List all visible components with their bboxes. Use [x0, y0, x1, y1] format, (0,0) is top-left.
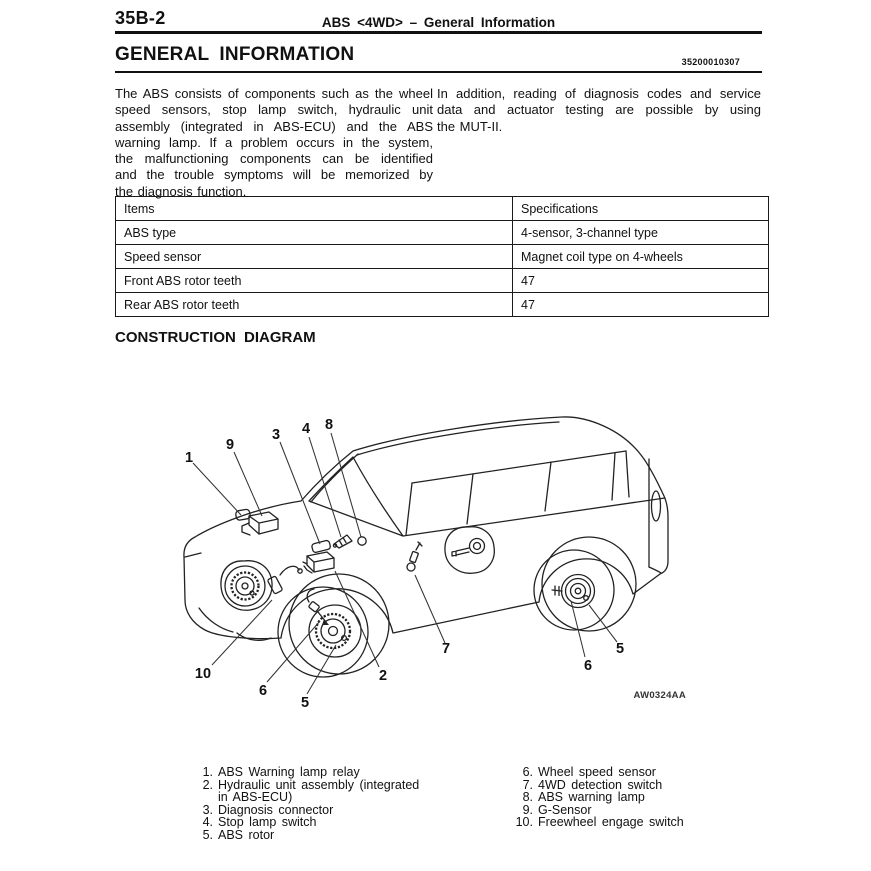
spec-header-items: Items — [116, 197, 513, 221]
text-line: In addition, reading of diagnosis codes and service — [437, 86, 761, 101]
legend-text: Stop lamp switch — [218, 815, 317, 829]
legend-number: 7. — [522, 777, 533, 792]
figure-code: AW0324AA — [633, 690, 686, 701]
callout-label-1: 1 — [184, 450, 194, 466]
legend-number: 10. — [515, 815, 533, 829]
legend-text: Diagnosis connector — [218, 802, 334, 817]
legend-number: 2. — [202, 777, 213, 792]
callout-label-2: 2 — [378, 668, 388, 684]
freewheel-engage-switch-glyph — [267, 566, 302, 594]
table-row — [116, 245, 769, 269]
spec-cell-item: Front ABS rotor teeth — [116, 269, 513, 293]
table-row — [116, 293, 769, 317]
legend-list-right — [505, 766, 708, 829]
text-line: and the trouble symptoms will be memorized by — [115, 167, 433, 183]
spec-cell-item: ABS type — [116, 221, 513, 245]
legend-text: ABS warning lamp — [538, 790, 645, 804]
callout-label-6-rear: 6 — [583, 658, 593, 674]
doc-number: 35200010307 — [681, 57, 740, 67]
legend-item — [191, 779, 420, 804]
callout-label-7: 7 — [441, 641, 451, 657]
callout-label-5-front: 5 — [300, 695, 310, 711]
legend-text: Hydraulic unit assembly (integrated in ABS-ECU) — [218, 777, 420, 804]
text-line: The ABS consists of components such as the wheel — [115, 86, 433, 101]
text-line: the malfunctioning components can be identified — [115, 151, 433, 167]
rear-speed-sensor-detail — [445, 527, 494, 574]
text-line: warning lamp. If a problem occurs in the system, — [115, 134, 433, 150]
callout-label-5-rear: 5 — [615, 641, 625, 657]
legend-number: 5. — [202, 827, 213, 842]
legend-text: ABS rotor — [218, 827, 275, 842]
callout-label-3: 3 — [271, 427, 281, 443]
legend-number: 9. — [522, 802, 533, 817]
construction-diagram — [115, 395, 775, 745]
g-sensor-glyph — [242, 512, 278, 535]
legend-number: 3. — [202, 802, 213, 817]
legend-text: ABS Warning lamp relay — [218, 765, 360, 779]
legend-number: 1. — [202, 765, 213, 779]
spec-table — [115, 196, 769, 317]
4wd-detection-switch-glyph — [407, 542, 422, 571]
section-code: 35B-2 — [115, 8, 166, 28]
rear-wheel-assembly — [534, 537, 636, 631]
legend-text: Freewheel engage switch — [538, 815, 684, 829]
spec-header-specifications: Specifications — [513, 197, 769, 221]
legend-text: G-Sensor — [538, 802, 592, 817]
header-title: ABS <4WD> – General Information — [321, 15, 556, 30]
callout-label-10: 10 — [194, 666, 212, 682]
spec-cell-value: 47 — [513, 269, 769, 293]
callout-label-9: 9 — [225, 437, 235, 453]
hydraulic-unit-glyph — [303, 552, 334, 573]
spec-cell-item: Speed sensor — [116, 245, 513, 269]
legend-list-left — [191, 766, 420, 841]
vehicle-diagram — [115, 395, 775, 740]
legend-item — [191, 829, 420, 842]
text-line: speed sensors, stop lamp switch, hydraulic unit — [115, 102, 433, 118]
construction-diagram-title: CONSTRUCTION DIAGRAM — [115, 329, 316, 346]
stop-lamp-switch-glyph — [333, 535, 352, 548]
text-line: the MUT-II. — [437, 118, 503, 134]
callout-label-4: 4 — [301, 421, 311, 437]
spec-table-header-row — [116, 197, 769, 221]
legend-item — [505, 816, 708, 829]
callout-label-6-front: 6 — [258, 683, 268, 699]
abs-warning-lamp-glyph — [358, 537, 366, 545]
diagnosis-connector-glyph — [311, 540, 331, 553]
legend-item — [191, 766, 420, 779]
legend-text: 4WD detection switch — [538, 777, 663, 792]
text-line: data and actuator testing are possible by using — [437, 102, 761, 118]
intro-paragraph-right — [437, 86, 761, 135]
legend-item — [505, 791, 708, 804]
spec-cell-item: Rear ABS rotor teeth — [116, 293, 513, 317]
table-row — [116, 269, 769, 293]
callout-leaders — [193, 433, 617, 694]
legend-number: 8. — [522, 790, 533, 804]
spec-cell-value: Magnet coil type on 4-wheels — [513, 245, 769, 269]
legend-item — [191, 816, 420, 829]
page-title: GENERAL INFORMATION — [115, 44, 355, 65]
text-line: assembly (integrated in ABS-ECU) and the ABS — [115, 118, 433, 134]
title-rule — [115, 71, 762, 73]
legend-number: 4. — [202, 815, 213, 829]
intro-paragraph-left — [115, 86, 433, 200]
legend-text: Wheel speed sensor — [538, 765, 656, 779]
vehicle-body — [184, 417, 668, 640]
header-rule — [115, 31, 762, 34]
legend-item — [505, 766, 708, 779]
table-row — [116, 221, 769, 245]
legend-number: 6. — [522, 765, 533, 779]
spec-cell-value: 47 — [513, 293, 769, 317]
front-left-rotor-detail — [221, 561, 272, 611]
text-line: the diagnosis function. — [115, 183, 247, 199]
callout-label-8: 8 — [324, 417, 334, 433]
spec-table-grid — [115, 196, 769, 317]
spec-cell-value: 4-sensor, 3-channel type — [513, 221, 769, 245]
